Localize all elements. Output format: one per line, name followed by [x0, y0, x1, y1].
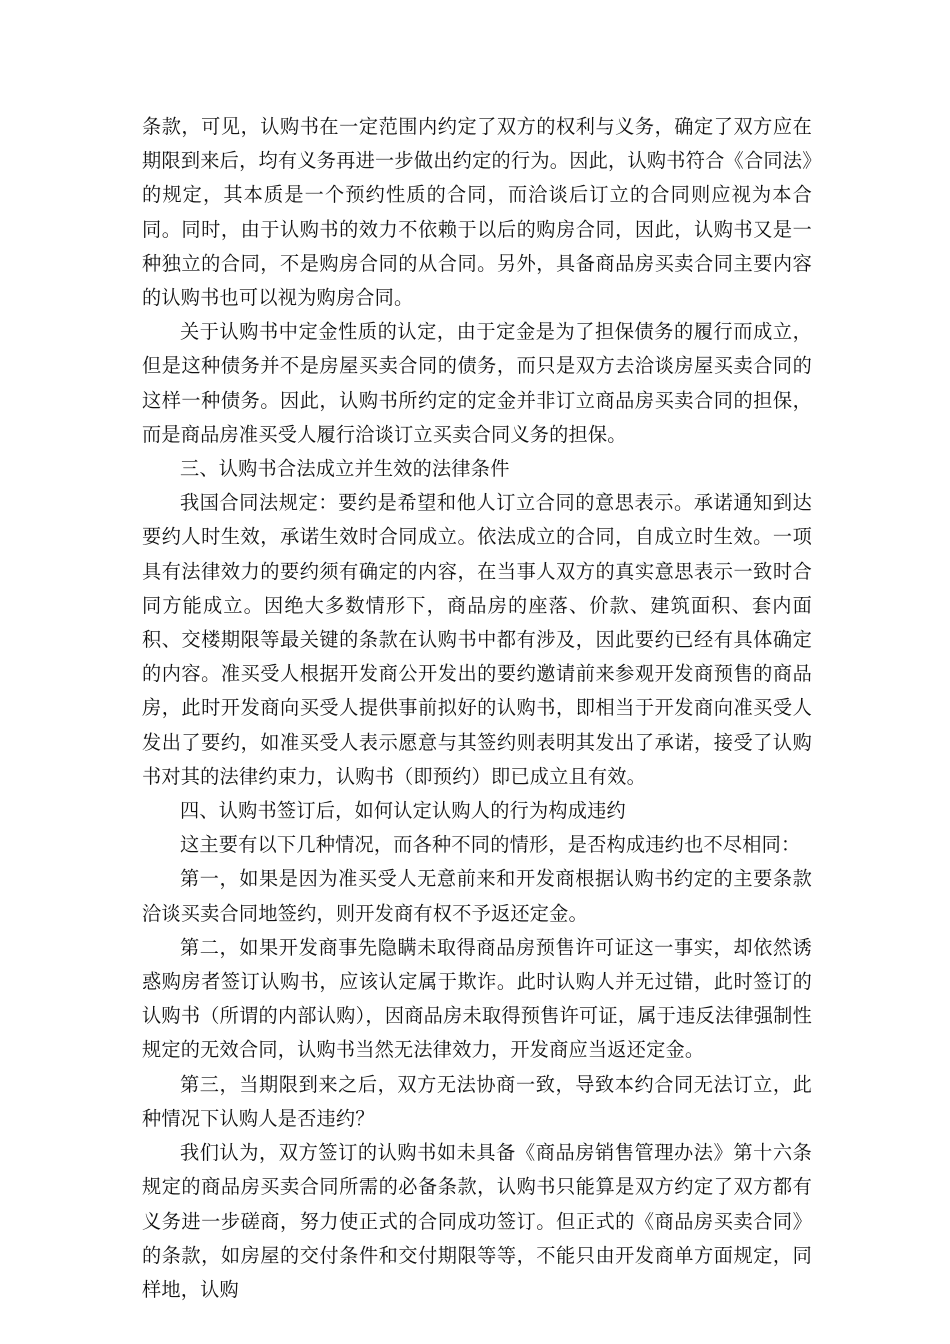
- paragraph-our-view: 我们认为，双方签订的认购书如未具备《商品房销售管理办法》第十六条规定的商品房买卖合同所需的必备条款，认购书只能算是双方约定了双方都有义务进一步磋商，努力使正式的合同成功签订。但正式的《商品房买卖合同》的条款，如房屋的交付条件和交付期限等等，不能只由开发商单方面规定，同样地，认购: [142, 1141, 812, 1301]
- paragraph-continuation: 条款，可见，认购书在一定范围内约定了双方的权利与义务，确定了双方应在期限到来后，均有义务再进一步做出约定的行为。因此，认购书符合《合同法》的规定，其本质是一个预约性质的合同，而洽谈后订立的合同则应视为本合同。同时，由于认购书的效力不依赖于以后的购房合同，因此，认购书又是一种独立的合同，不是购房合同的从合同。另外，具备商品房买卖合同主要内容的认购书也可以视为购房合同。: [142, 115, 812, 310]
- paragraph-contract-law: 我国合同法规定：要约是希望和他人订立合同的意思表示。承诺通知到达要约人时生效，承诺生效时合同成立。依法成立的合同，自成立时生效。一项具有法律效力的要约须有确定的内容，在当事人双方的真实意思表示一致时合同方能成立。因绝大多数情形下，商品房的座落、价款、建筑面积、套内面积、交楼期限等最关键的条款在认购书中都有涉及，因此要约已经有具体确定的内容。准买受人根据开发商公开发出的要约邀请前来参观开发商预售的商品房，此时开发商向买受人提供事前拟好的认购书，即相当于开发商向准买受人发出了要约，如准买受人表示愿意与其签约则表明其发出了承诺，接受了认购书对其的法律约束力，认购书（即预约）即已成立且有效。: [142, 491, 812, 788]
- paragraph-deposit-nature: 关于认购书中定金性质的认定，由于定金是为了担保债务的履行而成立，但是这种债务并不是房屋买卖合同的债务，而只是双方去洽谈房屋买卖合同的这样一种债务。因此，认购书所约定的定金并非订立商品房买卖合同的担保，而是商品房准买受人履行洽谈订立买卖合同义务的担保。: [142, 320, 812, 446]
- document-body: [142, 110, 812, 1307]
- section-heading-3: 三、认购书合法成立并生效的法律条件: [180, 457, 510, 481]
- paragraph-situations-intro: 这主要有以下几种情况，而各种不同的情形，是否构成违约也不尽相同：: [180, 833, 801, 857]
- paragraph-case-2: 第二，如果开发商事先隐瞒未取得商品房预售许可证这一事实，却依然诱惑购房者签订认购书，应该认定属于欺诈。此时认购人并无过错，此时签订的认购书（所谓的内部认购），因商品房未取得预售许可证，属于违反法律强制性规定的无效合同，认购书当然无法律效力，开发商应当返还定金。: [142, 935, 812, 1062]
- paragraph-case-1: 第一，如果是因为准买受人无意前来和开发商根据认购书约定的主要条款洽谈买卖合同地签约，则开发商有权不予返还定金。: [142, 867, 812, 925]
- section-heading-4: 四、认购书签订后，如何认定认购人的行为构成违约: [180, 799, 626, 823]
- paragraph-case-3: 第三，当期限到来之后，双方无法协商一致，导致本约合同无法订立，此种情况下认购人是否违约？: [142, 1072, 812, 1130]
